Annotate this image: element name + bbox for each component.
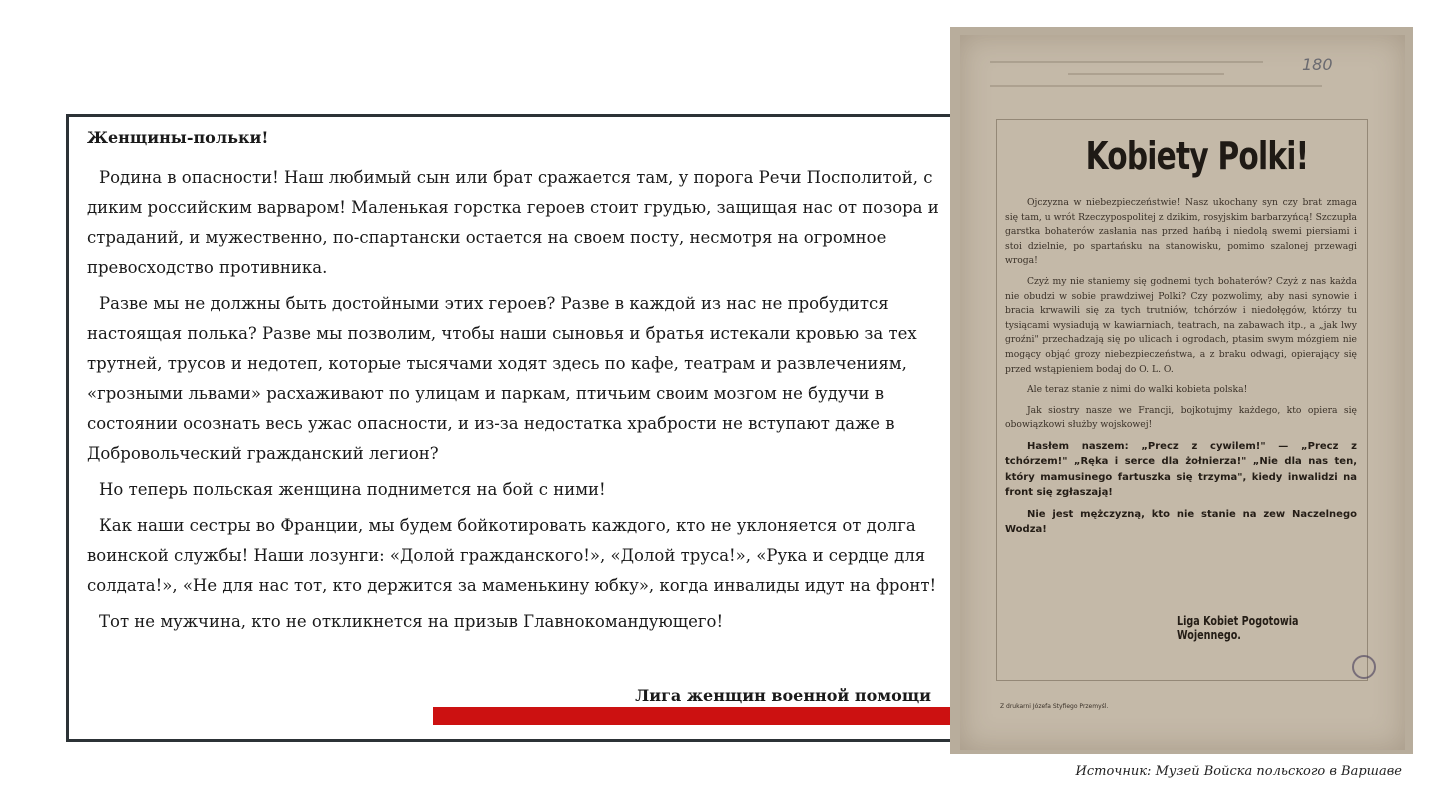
translation-paragraph: Как наши сестры во Франции, мы будем бойкотировать каждого, кто не уклоняется от долга воинской службы! Наши лозунги: «Долой гражданского!», «Долой труса!», «Рука и сердце для солдата!», «Не для нас тот, кто держится за маменькину юбку», когда инвалиды идут на фронт! <box>87 516 937 595</box>
poster-paper <box>960 35 1405 750</box>
translation-paragraph: Родина в опасности! Наш любимый сын или брат сражается там, у порога Речи Посполитой, с диким российским варваром! Маленькая горстка героев стоит грудью, защищая нас от позора и страданий, и мужественно, по-спартански остается на своем посту, несмотря на огромное превосходство противника. <box>87 168 939 277</box>
source-caption: Источник: Музей Войска польского в Варшаве <box>1075 764 1402 779</box>
poster-paragraph: Czyż my nie staniemy się godnemi tych bohaterów? Czyż z nas każda nie obudzi w sobie prawdziwej Polki? Czy pozwolimy, aby nasi synowie i bracia krwawili się za tych trutniów, tchórzów i niedołęgów, którzy tu tysiącami wysiadują w kawiarniach, teatrach, na zabawach itp., a „jak lwy groźni" przechadzają się po ulicach i ogrodach, ptasim swym mózgiem nie mogący objąć grozy niebezpieczeństwa, a z braku odwagi, opierający się przed wstąpieniem bodaj do O. L. O. <box>1005 275 1357 375</box>
poster-photo <box>950 27 1413 754</box>
translation-paragraph: Но теперь польская женщина поднимется на бой с ними! <box>99 480 606 499</box>
translation-paragraph: Тот не мужчина, кто не откликнется на призыв Главнокомандующего! <box>99 612 724 631</box>
poster-paragraph: Jak siostry nasze we Francji, bojkotujmy każdego, kto opiera się obowiązkowi służby wojskowej! <box>1005 404 1357 431</box>
poster-slogans: Hasłem naszem: „Precz z cywilem!" — „Precz z tchórzem!" „Ręka i serce dla żołnierza!" „Nie dla nas ten, który mamusinego fartuszka się trzyma", kiedy inwalidzi na front się zgłaszają! <box>1005 440 1357 499</box>
poster-signature: Liga Kobiet Pogotowia Wojennego. <box>1177 614 1299 642</box>
handwritten-number: 180 <box>1302 55 1333 74</box>
translation-frame <box>66 114 954 742</box>
poster-paragraph: Ale teraz stanie z nimi do walki kobieta polska! <box>1027 384 1248 396</box>
poster-slogan-final: Nie jest mężczyzną, kto nie stanie na zew Naczelnego Wodza! <box>1005 508 1357 536</box>
poster-paragraph: Ojczyzna w niebezpieczeństwie! Nasz ukochany syn czy brat zmaga się tam, u wrót Rzeczypospolitej z dzikim, rosyjskim barbarzyńcą! Szczupła garstka bohaterów zasłania nas przed hańbą i niedolą swemi piersiami i stoi dzielnie, po spartańsku na stanowisku, pomimo szalonej przewagi wroga! <box>1005 197 1357 267</box>
translation-paragraph: Разве мы не должны быть достойными этих героев? Разве в каждой из нас не пробудится настоящая полька? Разве мы позволим, чтобы наши сыновья и братья истекали кровью за тех трутней, трусов и недотеп, которые тысячами ходят здесь по кафе, театрам и развлечениям, «грозными львами» расхаживают по улицам и паркам, птичьим своим мозгом не будучи в состоянии осознать весь ужас опасности, и из-за недостатка храбрости не вступают даже в Добровольческий гражданский легион? <box>87 294 917 463</box>
poster-printer-line: Z drukarni Józefa Styfiego Przemyśl. <box>1000 703 1109 710</box>
poster-title: Kobiety Polki! <box>1085 134 1309 178</box>
poster-text-block <box>996 119 1368 681</box>
poster-body <box>1005 196 1357 544</box>
translation-title: Женщины-польки! <box>87 128 269 147</box>
red-accent-bar <box>433 707 951 725</box>
museum-stamp-icon <box>1352 655 1376 679</box>
translation-signature: Лига женщин военной помощи <box>635 686 931 705</box>
translation-content <box>87 127 957 643</box>
